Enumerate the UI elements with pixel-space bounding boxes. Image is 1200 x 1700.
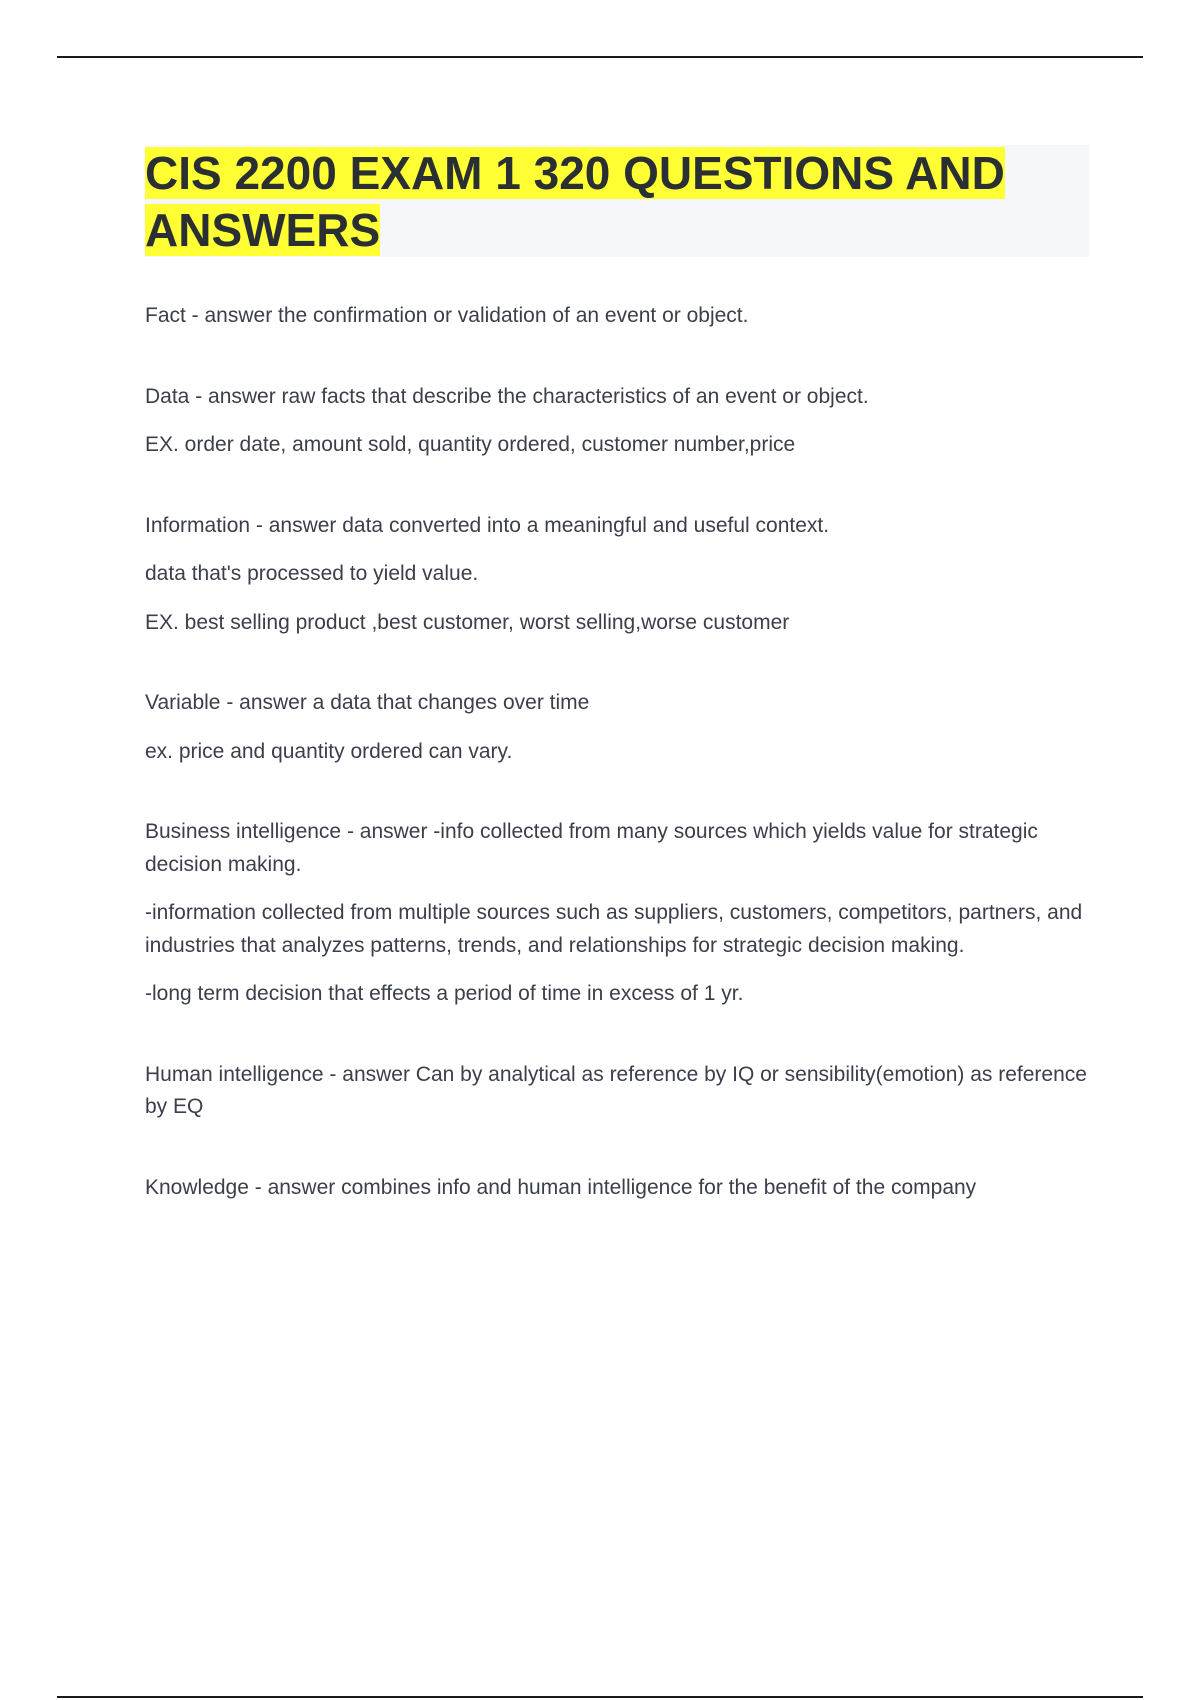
qa-entry-fact [145,300,1095,333]
document-title [145,145,1089,259]
bottom-rule [57,1696,1143,1698]
qa-line: Human intelligence - answer Can by analytical as reference by IQ or sensibility(emotion) as reference by EQ [145,1062,1087,1118]
qa-line: Information - answer data converted into a meaningful and useful context. [145,513,830,537]
qa-line: -long term decision that effects a period of time in excess of 1 yr. [145,982,744,1005]
qa-line: EX. best selling product ,best customer, worst selling,worse customer [145,610,790,634]
qa-entry-human-intelligence [145,1059,1095,1124]
qa-content [145,300,1095,1252]
qa-line: Business intelligence - answer -info collected from many sources which yields value for strategic decision making. [145,820,1038,876]
qa-line: Fact - answer the confirmation or validation of an event or object. [145,304,749,327]
qa-line: Data - answer raw facts that describe the characteristics of an event or object. [145,384,869,408]
title-highlight: CIS 2200 EXAM 1 320 QUESTIONS AND ANSWERS [145,147,1005,256]
qa-entry-information [145,510,1095,640]
qa-entry-data [145,381,1095,462]
qa-line: -information collected from multiple sources such as suppliers, customers, competitors, partners, and industries that analyzes patterns, trends, and relationships for strategic decision making. [145,901,1083,957]
qa-entry-knowledge [145,1172,1095,1205]
top-rule [57,56,1143,58]
qa-line: ex. price and quantity ordered can vary. [145,739,513,763]
qa-line: Variable - answer a data that changes over time [145,691,590,714]
qa-line: data that's processed to yield value. [145,562,479,585]
title-block [145,145,1089,257]
qa-entry-business-intelligence [145,816,1095,1011]
qa-entry-variable [145,687,1095,768]
qa-line: EX. order date, amount sold, quantity ordered, customer number,price [145,433,796,456]
qa-line: Knowledge - answer combines info and human intelligence for the benefit of the company [145,1175,977,1199]
